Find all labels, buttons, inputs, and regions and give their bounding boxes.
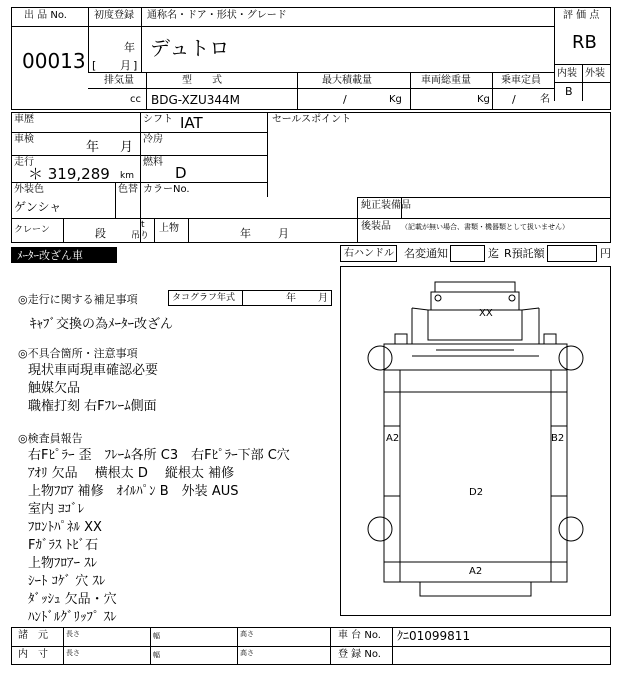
left-mirror [395,334,407,344]
model-label: 通称名・ドア・形状・グレード [147,10,287,21]
sales-point-label: セールスポイント [272,114,352,125]
tachograph-year-unit: 年 [286,293,296,304]
inspector-item: 上物ﾌﾛｱ 補修 ｵｲﾙﾊﾟﾝ B 外装 AUS [28,484,239,499]
inspector-item: Fｶﾞﾗｽ ﾄﾋﾞ石 [28,538,99,553]
wheel-front-left [368,346,392,370]
type-value: BDG-XZU344M [151,93,240,107]
defect-item: 職権打刻 右Fﾌﾚｰﾑ側面 [28,399,157,414]
fuel-value: D [175,164,187,182]
shift-label: シフト [143,114,173,125]
inspector-item: 室内 ﾖｺﾞﾚ [28,502,85,517]
inspector-item: ｱｵﾘ 欠品 横根太 D 縦根太 補修 [28,466,235,481]
diagram-frame [341,267,611,616]
history-label: 車歴 [14,114,34,125]
inner-dims-label: 内 寸 [18,649,48,660]
upper-label: 上物 [159,223,179,234]
shift-value: IAT [180,114,203,132]
color-no-label: 色替 [118,184,138,195]
mileage-label: 走行 [14,157,34,168]
load-slash: / [343,93,347,106]
damage-label-left-side: A2 [386,433,400,444]
ton-unit: t [141,220,145,230]
color-code-label: カラーNo. [143,184,190,195]
inspector-item: ﾀﾞｯｼｭ 欠品・穴 [28,592,117,607]
color-value: ゲンシャ [14,200,62,214]
inner-height-label: 高さ [240,649,254,657]
damage-label-bed: D2 [469,487,484,498]
truck-diagram [340,266,611,616]
dims-height-label: 高さ [240,630,254,638]
wheel-front-right [559,346,583,370]
inspection-label: 車検 [14,134,34,145]
inspector-item: ｼｰﾄ ｺｹﾞ 穴 ｽﾚ [28,574,106,589]
aftermarket-note: （記載が無い場合、書類・機器類として扱いません） [401,223,569,231]
meter-tampered-badge: ﾒｰﾀｰ改ざん車 [11,247,117,263]
windshield [428,310,522,340]
reg-no-label: 登 録 No. [338,649,381,660]
first-reg-month-unit: 月 [120,59,131,72]
first-reg-month-bracket-close: ] [133,59,138,72]
max-load-label: 最大積載量 [322,75,372,86]
lot-no: 00013 [22,49,86,73]
color-label: 外装色 [14,184,44,195]
inner-width-label: 幅 [153,651,160,659]
cargo-bed [384,370,567,582]
aftermarket-label: 後装品 [361,221,391,232]
cab-visor [431,292,519,310]
grade: RB [572,32,597,53]
crane-label: クレーン [14,225,50,235]
inspector-title: ◎検査員報告 [18,432,83,445]
name-change-label: 名変通知 [404,247,448,260]
right-hand-label: 右ハンドル [344,248,394,259]
dims-length-label: 長さ [66,630,80,638]
interior-grade: B [565,85,573,98]
dims-width-label: 幅 [153,632,160,640]
gvw-kg-unit: Kg [477,94,490,105]
name-change-box [450,245,485,262]
damage-label-rear: A2 [469,566,483,577]
capacity-slash: / [512,93,516,106]
tachograph-month-unit: 月 [318,293,328,304]
driving-notes-title: ◎走行に関する補足事項 [18,293,138,306]
mileage-value: ＊ 319,289 [28,165,110,183]
type-label: 型 式 [182,75,222,86]
lift-unit: 吊り [131,231,150,241]
dims-label: 諸 元 [18,630,48,641]
interior-label: 内装 [557,68,577,79]
inner-length-label: 長さ [66,649,80,657]
wheel-rear-right [559,517,583,541]
lot-no-label: 出 品 No. [24,10,67,21]
defect-item: 触媒欠品 [28,381,81,396]
grade-label: 評 価 点 [563,10,600,21]
until-label: 迄 [488,247,499,260]
r-deposit-label: R預託額 [504,247,545,260]
damage-label-xx: XX [479,308,493,319]
inspector-item: ﾊﾝﾄﾞﾙｸﾞﾘｯﾌﾟ ｽﾚ [28,610,117,625]
exterior-label: 外装 [585,68,605,79]
displacement-label: 排気量 [104,75,134,86]
load-kg-unit: Kg [389,94,402,105]
defect-item: 現状車両現車確認必要 [28,363,159,378]
chassis-label: 車 台 No. [338,630,381,641]
stage-unit: 段 [95,227,106,240]
header-frame [11,7,611,110]
capacity-label: 乗車定員 [501,75,541,86]
right-mirror [544,334,556,344]
km-unit: km [120,171,134,181]
inspector-item: 右Fﾋﾟﾗｰ 歪 ﾌﾚｰﾑ各所 C3 右Fﾋﾟﾗｰ下部 C穴 [28,448,290,463]
cab-outline [384,308,567,370]
wheel-rear-left [368,517,392,541]
inspector-item: 上物ﾌﾛｱｰ ｽﾚ [28,556,98,571]
inspection-year-unit: 年 [86,140,100,155]
inspection-month-unit: 月 [120,140,134,155]
cab-roof-bar [435,282,515,292]
upper-year-unit: 年 [240,227,251,240]
cc-unit: cc [130,94,141,105]
first-reg-label: 初度登録 [94,10,134,21]
ac-label: 冷房 [143,134,163,145]
gvw-label: 車両総重量 [421,75,471,86]
equip-label: 純正装備品 [361,200,411,211]
first-reg-year-unit: 年 [124,41,135,54]
r-deposit-box [547,245,597,262]
driving-note: ｷｬﾌﾞ交換の為ﾒｰﾀｰ改ざん [30,317,174,332]
yen-unit: 円 [600,247,611,260]
damage-label-right-side: B2 [551,433,565,444]
tachograph-label: タコグラフ年式 [172,293,236,303]
model-name: デュトロ [150,36,230,60]
person-unit: 名 [540,94,550,105]
first-reg-month-bracket: [ [92,59,97,72]
chassis-no: ｸﾆ01099811 [397,629,471,643]
upper-month-unit: 月 [278,227,289,240]
defects-title: ◎不具合箇所・注意事項 [18,347,138,360]
inspector-item: ﾌﾛﾝﾄﾊﾟﾈﾙ XX [28,520,102,535]
rear-bumper [420,582,531,596]
fuel-label: 燃料 [143,157,163,168]
